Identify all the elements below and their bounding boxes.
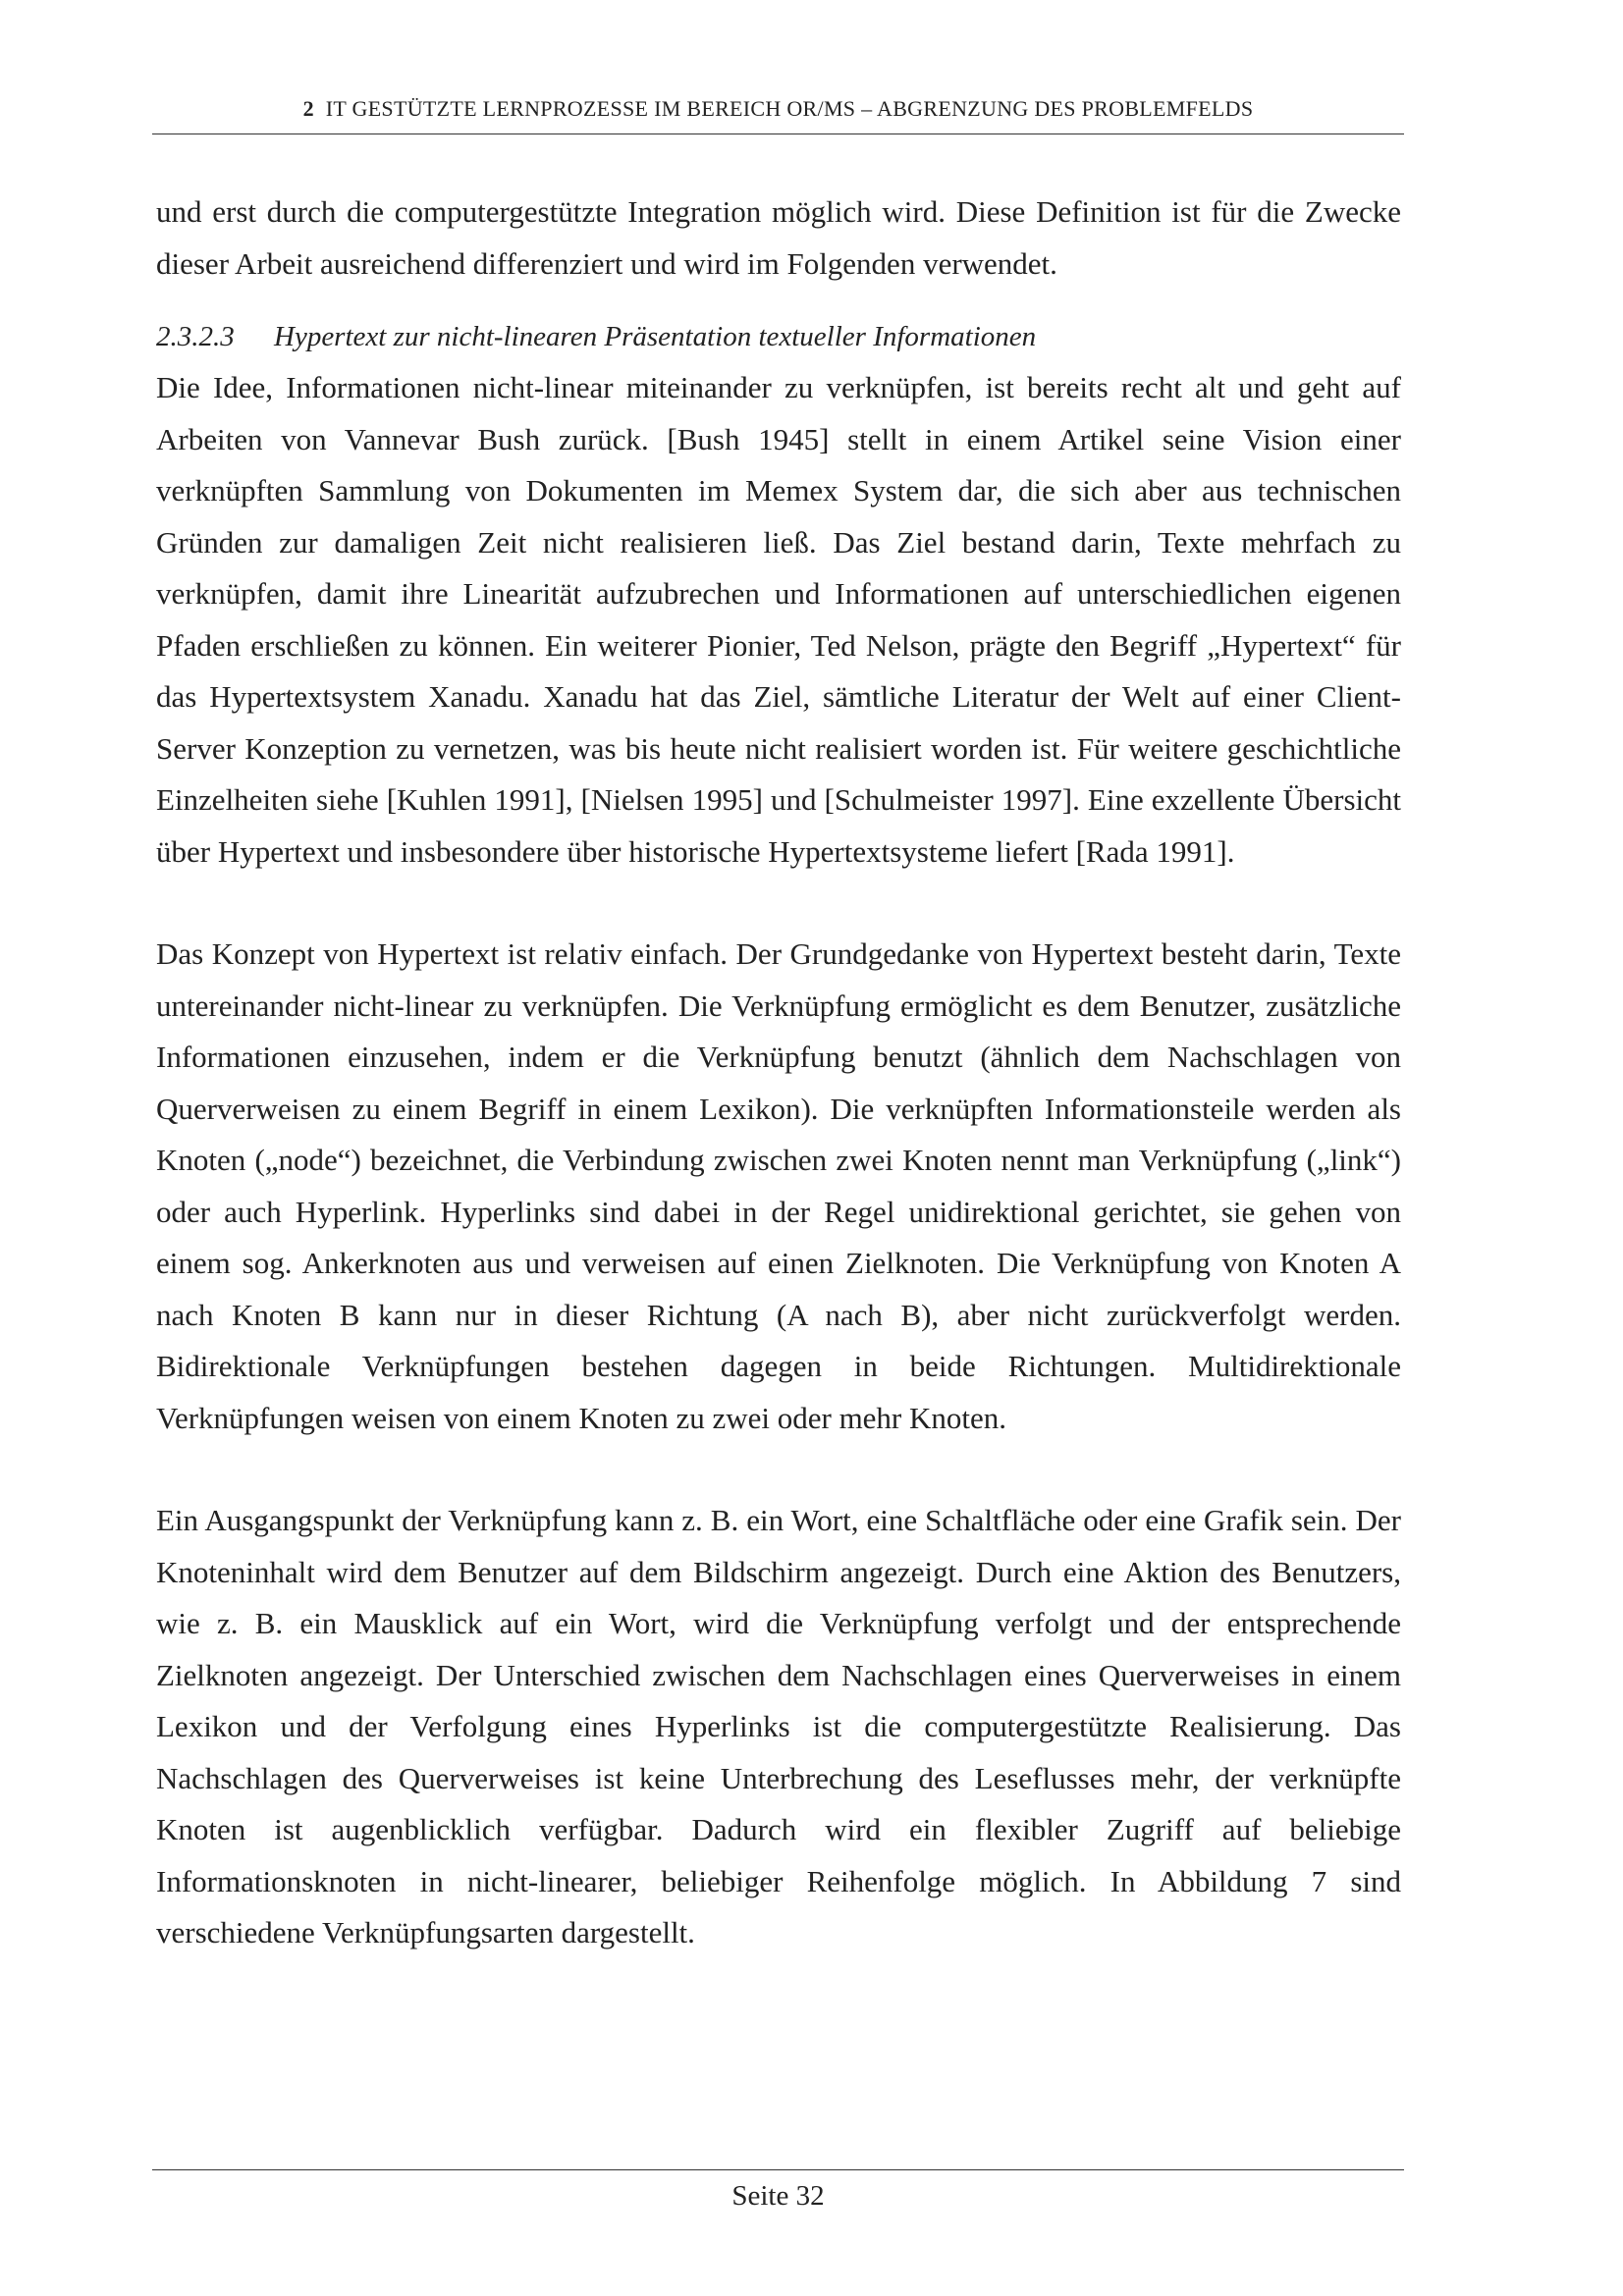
section-title: Hypertext zur nicht-linearen Präsentation textueller Informationen	[274, 321, 1037, 352]
section-heading	[156, 311, 1401, 362]
paragraph-1: Die Idee, Informationen nicht-linear miteinander zu verknüpfen, ist bereits recht alt und geht auf Arbeiten von Vannevar Bush zurück. [Bush 1945] stellt in einem Artikel seine Vision einer verknüpften Sammlung von Dokumenten im Memex System dar, die sich aber aus technischen Gründen zur damaligen Zeit nicht realisieren ließ. Das Ziel bestand darin, Texte mehrfach zu verknüpfen, damit ihre Linearität aufzubrechen und Informationen auf unterschiedlichen eigenen Pfaden erschließen zu können. Ein weiterer Pionier, Ted Nelson, prägte den Begriff „Hypertext“ für das Hypertextsystem Xanadu. Xanadu hat das Ziel, sämtliche Literatur der Welt auf einer Client-Server Konzeption zu vernetzen, was bis heute nicht realisiert worden ist. Für weitere geschichtliche Einzelheiten siehe [Kuhlen 1991], [Nielsen 1995] und [Schulmeister 1997]. Eine exzellente Übersicht über Hypertext und insbesondere über historische Hypertextsysteme liefert [Rada 1991].	[156, 370, 1401, 869]
page-body	[156, 187, 1401, 1959]
paragraph-2: Das Konzept von Hypertext ist relativ einfach. Der Grundgedanke von Hypertext besteht darin, Texte untereinander nicht-linear zu verknüpfen. Die Verknüpfung ermöglicht es dem Benutzer, zusätzliche Informationen einzusehen, indem er die Verknüpfung benutzt (ähnlich dem Nachschlagen von Querverweisen zu einem Begriff in einem Lexikon). Die verknüpften Informationsteile werden als Knoten („node“) bezeichnet, die Verbindung zwischen zwei Knoten nennt man Verknüpfung („link“) oder auch Hyperlink. Hyperlinks sind dabei in der Regel unidirektional gerichtet, sie gehen von einem sog. Ankerknoten aus und verweisen auf einen Zielknoten. Die Verknüpfung von Knoten A nach Knoten B kann nur in dieser Richtung (A nach B), aber nicht zurückverfolgt werden. Bidirektionale Verknüpfungen bestehen dagegen in beide Richtungen. Multidirektionale Verknüpfungen weisen von einem Knoten zu zwei oder mehr Knoten.	[156, 936, 1401, 1435]
section-number: 2.3.2.3	[156, 321, 235, 352]
running-header	[152, 96, 1404, 122]
intro-paragraph: und erst durch die computergestützte Integration möglich wird. Diese Definition ist für die Zwecke dieser Arbeit ausreichend differenziert und wird im Folgenden verwendet.	[156, 194, 1401, 281]
chapter-title: IT GESTÜTZTE LERNPROZESSE IM BEREICH OR/MS – ABGRENZUNG DES PROBLEMFELDS	[325, 96, 1254, 121]
chapter-number: 2	[302, 96, 314, 121]
header-rule	[152, 133, 1404, 134]
page-number: Seite 32	[731, 2180, 825, 2212]
paragraph-3: Ein Ausgangspunkt der Verknüpfung kann z. B. ein Wort, eine Schaltfläche oder eine Grafik sein. Der Knoteninhalt wird dem Benutzer auf dem Bildschirm angezeigt. Durch eine Aktion des Benutzers, wie z. B. ein Mausklick auf ein Wort, wird die Verknüpfung verfolgt und der entsprechende Zielknoten angezeigt. Der Unterschied zwischen dem Nachschlagen eines Querverweises in einem Lexikon und der Verfolgung eines Hyperlinks ist die computergestützte Realisierung. Das Nachschlagen des Querverweises ist keine Unterbrechung des Leseflusses mehr, der verknüpfte Knoten ist augenblicklich verfügbar. Dadurch wird ein flexibler Zugriff auf beliebige Informationsknoten in nicht-linearer, beliebiger Reihenfolge möglich. In Abbildung 7 sind verschiedene Verknüpfungsarten dargestellt.	[156, 1503, 1401, 1949]
